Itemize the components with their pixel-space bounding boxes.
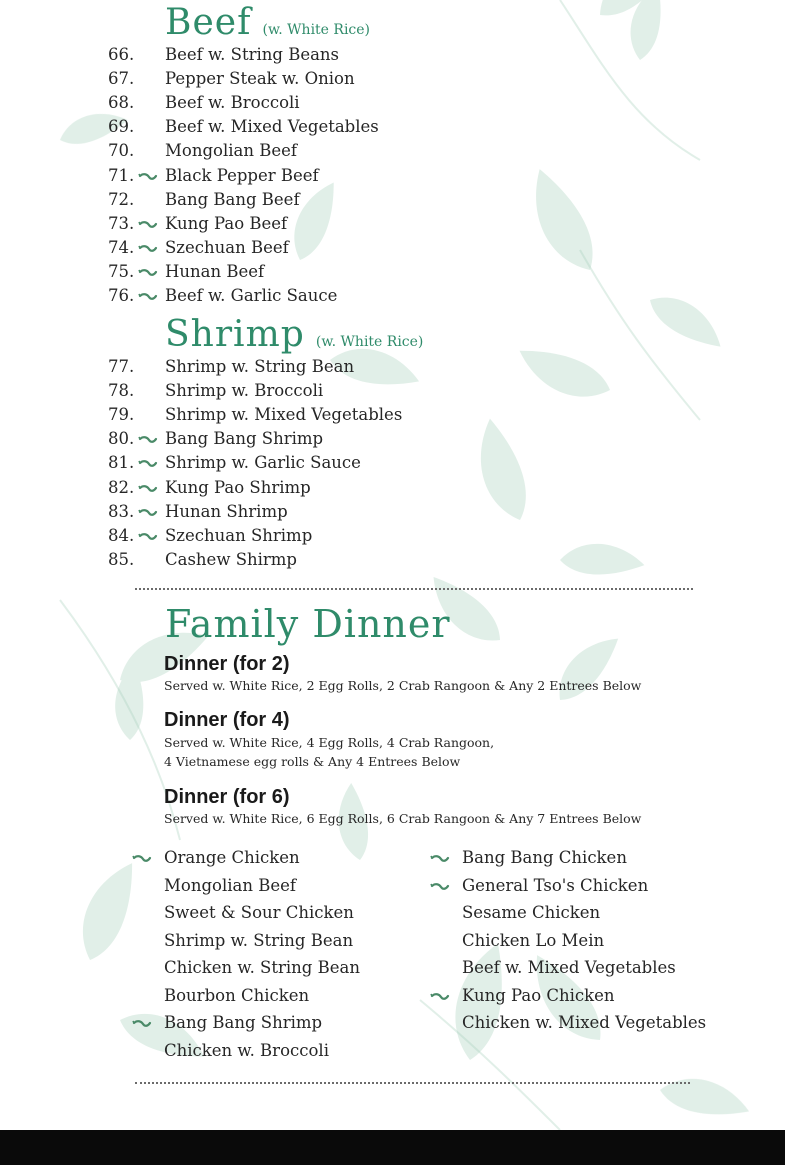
menu-item: [108, 189, 528, 211]
entree-name: Chicken w. String Bean: [164, 958, 360, 977]
entree-item: [462, 847, 627, 869]
entree-name: Bang Bang Shrimp: [164, 1013, 323, 1032]
menu-item: [108, 428, 528, 450]
menu-item: [108, 213, 528, 235]
entree-item: [462, 902, 600, 924]
menu-item: [108, 477, 528, 499]
entree-item: [462, 1012, 706, 1034]
item-number: 75.: [108, 261, 135, 281]
item-name: Cashew Shirmp: [165, 549, 297, 569]
spicy-pepper-icon: [430, 847, 450, 869]
menu-item: [108, 380, 528, 402]
item-number: 74.: [108, 237, 135, 257]
spicy-pepper-icon: [138, 237, 158, 259]
dinner-for-4-desc-line2: 4 Vietnamese egg rolls & Any 4 Entrees Below: [164, 754, 461, 769]
item-name: Kung Pao Shrimp: [165, 477, 311, 497]
menu-item: [108, 165, 528, 187]
menu-item: [108, 404, 528, 426]
item-name: Shrimp w. Mixed Vegetables: [165, 405, 403, 425]
item-name: Beef w. Garlic Sauce: [165, 286, 338, 305]
menu-item: [108, 140, 528, 162]
entree-item: [164, 957, 360, 979]
entree-item: [164, 875, 296, 897]
item-number: 73.: [108, 213, 135, 233]
menu-item: [108, 285, 528, 307]
pepper-icon: [138, 237, 158, 259]
item-number: 66.: [108, 45, 135, 64]
pepper-icon: [138, 165, 158, 187]
item-name: Hunan Beef: [165, 261, 265, 281]
item-number: 76.: [108, 286, 135, 305]
entree-item: [164, 1012, 322, 1034]
pepper-icon: [138, 213, 158, 235]
spicy-pepper-icon: [132, 847, 152, 869]
pepper-icon: [132, 1012, 152, 1034]
spicy-pepper-icon: [132, 1012, 152, 1034]
beef-title: Beef: [165, 2, 252, 43]
item-name: Pepper Steak w. Onion: [165, 69, 355, 89]
entree-item: [462, 957, 676, 979]
divider-top: [135, 588, 693, 590]
spicy-pepper-icon: [138, 213, 158, 235]
spicy-pepper-icon: [138, 285, 158, 307]
menu-item: [108, 68, 528, 90]
divider-bottom: [135, 1082, 690, 1084]
item-number: 72.: [108, 189, 135, 209]
menu-item: [108, 356, 528, 378]
item-name: Beef w. Mixed Vegetables: [165, 117, 379, 137]
menu-item: [108, 237, 528, 259]
item-name: Mongolian Beef: [165, 141, 297, 161]
entree-name: Chicken w. Broccoli: [164, 1040, 329, 1060]
item-number: 82.: [108, 477, 135, 497]
entree-item: [164, 902, 354, 924]
item-name: Szechuan Shrimp: [165, 525, 313, 545]
item-name: Shrimp w. Broccoli: [165, 381, 324, 401]
entree-name: Bang Bang Chicken: [462, 848, 627, 867]
entree-name: Orange Chicken: [164, 848, 300, 867]
pepper-icon: [138, 452, 158, 474]
item-number: 84.: [108, 525, 135, 545]
pepper-icon: [132, 847, 152, 869]
menu-item: [108, 92, 528, 114]
entree-name: Chicken Lo Mein: [462, 930, 605, 950]
item-name: Beef w. Broccoli: [165, 93, 300, 113]
spicy-pepper-icon: [138, 428, 158, 450]
entree-name: Shrimp w. String Bean: [164, 930, 354, 950]
menu-item: [108, 44, 528, 66]
pepper-icon: [430, 847, 450, 869]
menu-item: [108, 501, 528, 523]
dinner-for-2-title: Dinner (for 2): [164, 653, 290, 675]
menu-item: [108, 452, 528, 474]
dinner-for-4-title: Dinner (for 4): [164, 709, 290, 731]
item-number: 69.: [108, 117, 135, 137]
item-name: Shrimp w. String Bean: [165, 357, 355, 376]
family-dinner-title: Family Dinner: [165, 602, 451, 646]
entree-name: Mongolian Beef: [164, 875, 296, 895]
item-number: 68.: [108, 93, 135, 113]
pepper-icon: [138, 285, 158, 307]
item-name: Szechuan Beef: [165, 237, 289, 257]
dinner-for-6-desc: Served w. White Rice, 6 Egg Rolls, 6 Crab Rangoon & Any 7 Entrees Below: [164, 811, 642, 826]
shrimp-note: (w. White Rice): [315, 334, 424, 350]
item-number: 70.: [108, 141, 135, 161]
entree-name: Chicken w. Mixed Vegetables: [462, 1013, 707, 1032]
entree-name: Bourbon Chicken: [164, 985, 310, 1005]
pepper-icon: [138, 477, 158, 499]
entree-name: Kung Pao Chicken: [462, 985, 615, 1005]
item-number: 67.: [108, 69, 135, 89]
item-number: 79.: [108, 405, 135, 425]
spicy-pepper-icon: [430, 985, 450, 1007]
item-name: Bang Bang Shrimp: [165, 429, 324, 449]
entree-item: [462, 930, 604, 952]
dinner-for-4-desc-line1: Served w. White Rice, 4 Egg Rolls, 4 Crab Rangoon,: [164, 735, 495, 750]
shrimp-heading: [165, 314, 423, 355]
spicy-pepper-icon: [430, 875, 450, 897]
menu-item: [108, 116, 528, 138]
shrimp-title: Shrimp: [165, 314, 305, 355]
item-name: Bang Bang Beef: [165, 189, 300, 209]
spicy-pepper-icon: [138, 165, 158, 187]
entree-item: [462, 985, 615, 1007]
spicy-pepper-icon: [138, 501, 158, 523]
spicy-pepper-icon: [138, 477, 158, 499]
item-number: 78.: [108, 381, 135, 401]
beef-note: (w. White Rice): [262, 22, 371, 38]
entree-name: Beef w. Mixed Vegetables: [462, 958, 676, 977]
entree-item: [164, 985, 309, 1007]
dinner-for-2-desc: Served w. White Rice, 2 Egg Rolls, 2 Crab Rangoon & Any 2 Entrees Below: [164, 678, 642, 693]
pepper-icon: [138, 501, 158, 523]
item-number: 85.: [108, 549, 135, 569]
entree-item: [462, 875, 648, 897]
pepper-icon: [138, 525, 158, 547]
dinner-for-6-title: Dinner (for 6): [164, 786, 290, 808]
item-name: Beef w. String Beans: [165, 45, 340, 64]
item-number: 80.: [108, 429, 135, 449]
item-number: 83.: [108, 501, 135, 521]
entree-item: [164, 1040, 329, 1062]
pepper-icon: [138, 428, 158, 450]
pepper-icon: [430, 875, 450, 897]
beef-heading: [165, 2, 370, 43]
pepper-icon: [430, 985, 450, 1007]
entree-name: General Tso's Chicken: [462, 875, 649, 895]
entree-name: Sweet & Sour Chicken: [164, 903, 354, 922]
spicy-pepper-icon: [138, 525, 158, 547]
entree-item: [164, 930, 353, 952]
bottom-bar: [0, 1130, 785, 1165]
item-name: Hunan Shrimp: [165, 501, 288, 521]
item-number: 81.: [108, 453, 135, 473]
entree-name: Sesame Chicken: [462, 903, 601, 922]
item-name: Black Pepper Beef: [165, 165, 319, 185]
item-name: Kung Pao Beef: [165, 213, 288, 233]
pepper-icon: [138, 261, 158, 283]
item-number: 71.: [108, 165, 135, 185]
spicy-pepper-icon: [138, 452, 158, 474]
entree-item: [164, 847, 300, 869]
item-number: 77.: [108, 357, 135, 376]
menu-item: [108, 549, 528, 571]
menu-item: [108, 525, 528, 547]
spicy-pepper-icon: [138, 261, 158, 283]
item-name: Shrimp w. Garlic Sauce: [165, 453, 361, 473]
menu-item: [108, 261, 528, 283]
